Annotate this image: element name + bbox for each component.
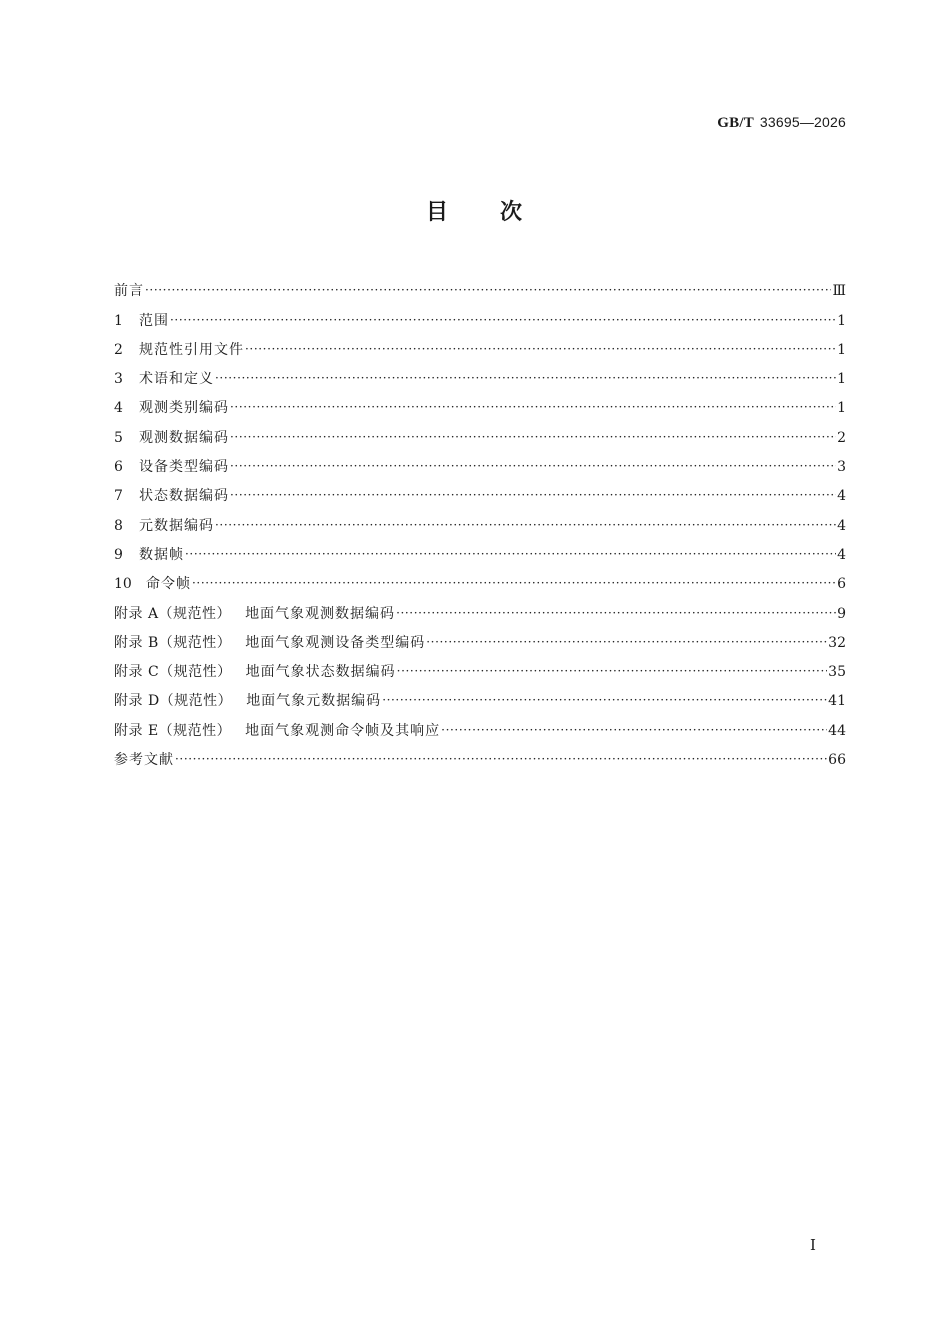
dot-leader [396,604,836,624]
dot-leader [245,340,836,360]
toc-entry-label: 观测类别编码 [139,400,229,417]
dot-leader [175,750,827,770]
toc-entry-page: 32 [828,634,846,651]
toc-entry-label: 参考文献 [114,752,174,769]
toc-entry-number: 10 [114,576,132,593]
toc-entry-number: 2 [114,341,123,358]
toc-entry[interactable] [114,360,846,389]
toc-entry-number: 1 [114,312,123,329]
toc-entry-label: 数据帧 [139,546,184,563]
toc-entry[interactable] [114,272,846,301]
toc-entry[interactable] [114,624,846,653]
toc-entry-label: 范围 [139,312,169,329]
toc-entry-label: 观测数据编码 [139,429,229,446]
toc-entry[interactable] [114,301,846,330]
toc-entry-label: 状态数据编码 [139,488,229,505]
toc-entry-page: 41 [828,693,846,710]
toc-entry-number: 6 [114,459,123,476]
toc-entry-page: Ⅲ [832,283,846,300]
toc-entry[interactable] [114,741,846,770]
dot-leader [397,662,828,682]
toc-entry-appendix: 附录 C（规范性） [114,664,232,681]
toc-entry-page: 4 [837,488,846,505]
toc-entry-page: 3 [837,459,846,476]
toc-entry-appendix: 附录 A（规范性） [114,605,232,622]
dot-leader [170,311,836,331]
toc-entry-label: 地面气象元数据编码 [246,693,382,710]
toc-entry-label: 地面气象状态数据编码 [245,664,396,681]
table-of-contents [114,272,846,770]
toc-entry-number: 7 [114,488,123,505]
toc-entry-label: 命令帧 [146,576,191,593]
toc-entry-page: 44 [828,722,846,739]
toc-entry-label: 前言 [114,283,144,300]
toc-entry-number: 9 [114,546,123,563]
standard-number: 33695—2026 [759,114,846,130]
toc-entry-label: 元数据编码 [139,517,214,534]
toc-entry-page: 2 [837,429,846,446]
toc-entry-page: 1 [837,371,846,388]
toc-entry[interactable] [114,389,846,418]
toc-entry-label: 术语和定义 [139,371,214,388]
toc-entry-page: 1 [837,400,846,417]
title-char-2: 次 [500,200,525,225]
toc-entry[interactable] [114,477,846,506]
toc-entry-label: 地面气象观测命令帧及其响应 [245,722,441,739]
toc-entry-page: 6 [837,576,846,593]
toc-entry-number: 8 [114,517,123,534]
toc-entry-number: 5 [114,429,123,446]
toc-entry-appendix: 附录 D（规范性） [114,693,233,710]
toc-entry-page: 4 [837,517,846,534]
toc-entry[interactable] [114,711,846,740]
dot-leader [230,398,836,418]
toc-entry[interactable] [114,448,846,477]
toc-entry-page: 9 [837,605,846,622]
dot-leader [215,516,836,536]
toc-entry-label: 规范性引用文件 [139,341,244,358]
toc-entry[interactable] [114,682,846,711]
dot-leader [215,369,836,389]
toc-entry-page: 66 [828,752,846,769]
dot-leader [192,574,836,594]
toc-entry-appendix: 附录 E（规范性） [114,722,232,739]
toc-entry-label: 地面气象观测数据编码 [245,605,396,622]
dot-leader [441,721,827,741]
standard-code [717,114,846,132]
toc-entry[interactable] [114,653,846,682]
page-title [0,195,950,226]
dot-leader [230,428,836,448]
toc-entry-page: 1 [837,312,846,329]
toc-entry-number: 3 [114,371,123,388]
toc-entry[interactable] [114,506,846,535]
toc-entry-number: 4 [114,400,123,417]
title-char-1: 目 [425,200,450,225]
toc-entry-appendix: 附录 B（规范性） [114,634,232,651]
toc-entry[interactable] [114,565,846,594]
toc-entry-label: 地面气象观测设备类型编码 [245,634,426,651]
standard-prefix: GB/T [717,115,754,131]
toc-entry-page: 1 [837,341,846,358]
dot-leader [382,691,827,711]
toc-entry[interactable] [114,536,846,565]
dot-leader [145,281,831,301]
toc-entry[interactable] [114,331,846,360]
toc-entry-label: 设备类型编码 [139,459,229,476]
page-number: I [810,1236,816,1254]
toc-entry-page: 4 [837,546,846,563]
dot-leader [185,545,836,565]
dot-leader [230,457,836,477]
toc-entry[interactable] [114,594,846,623]
toc-entry-page: 35 [828,664,846,681]
dot-leader [230,486,836,506]
toc-entry[interactable] [114,418,846,447]
dot-leader [426,633,827,653]
